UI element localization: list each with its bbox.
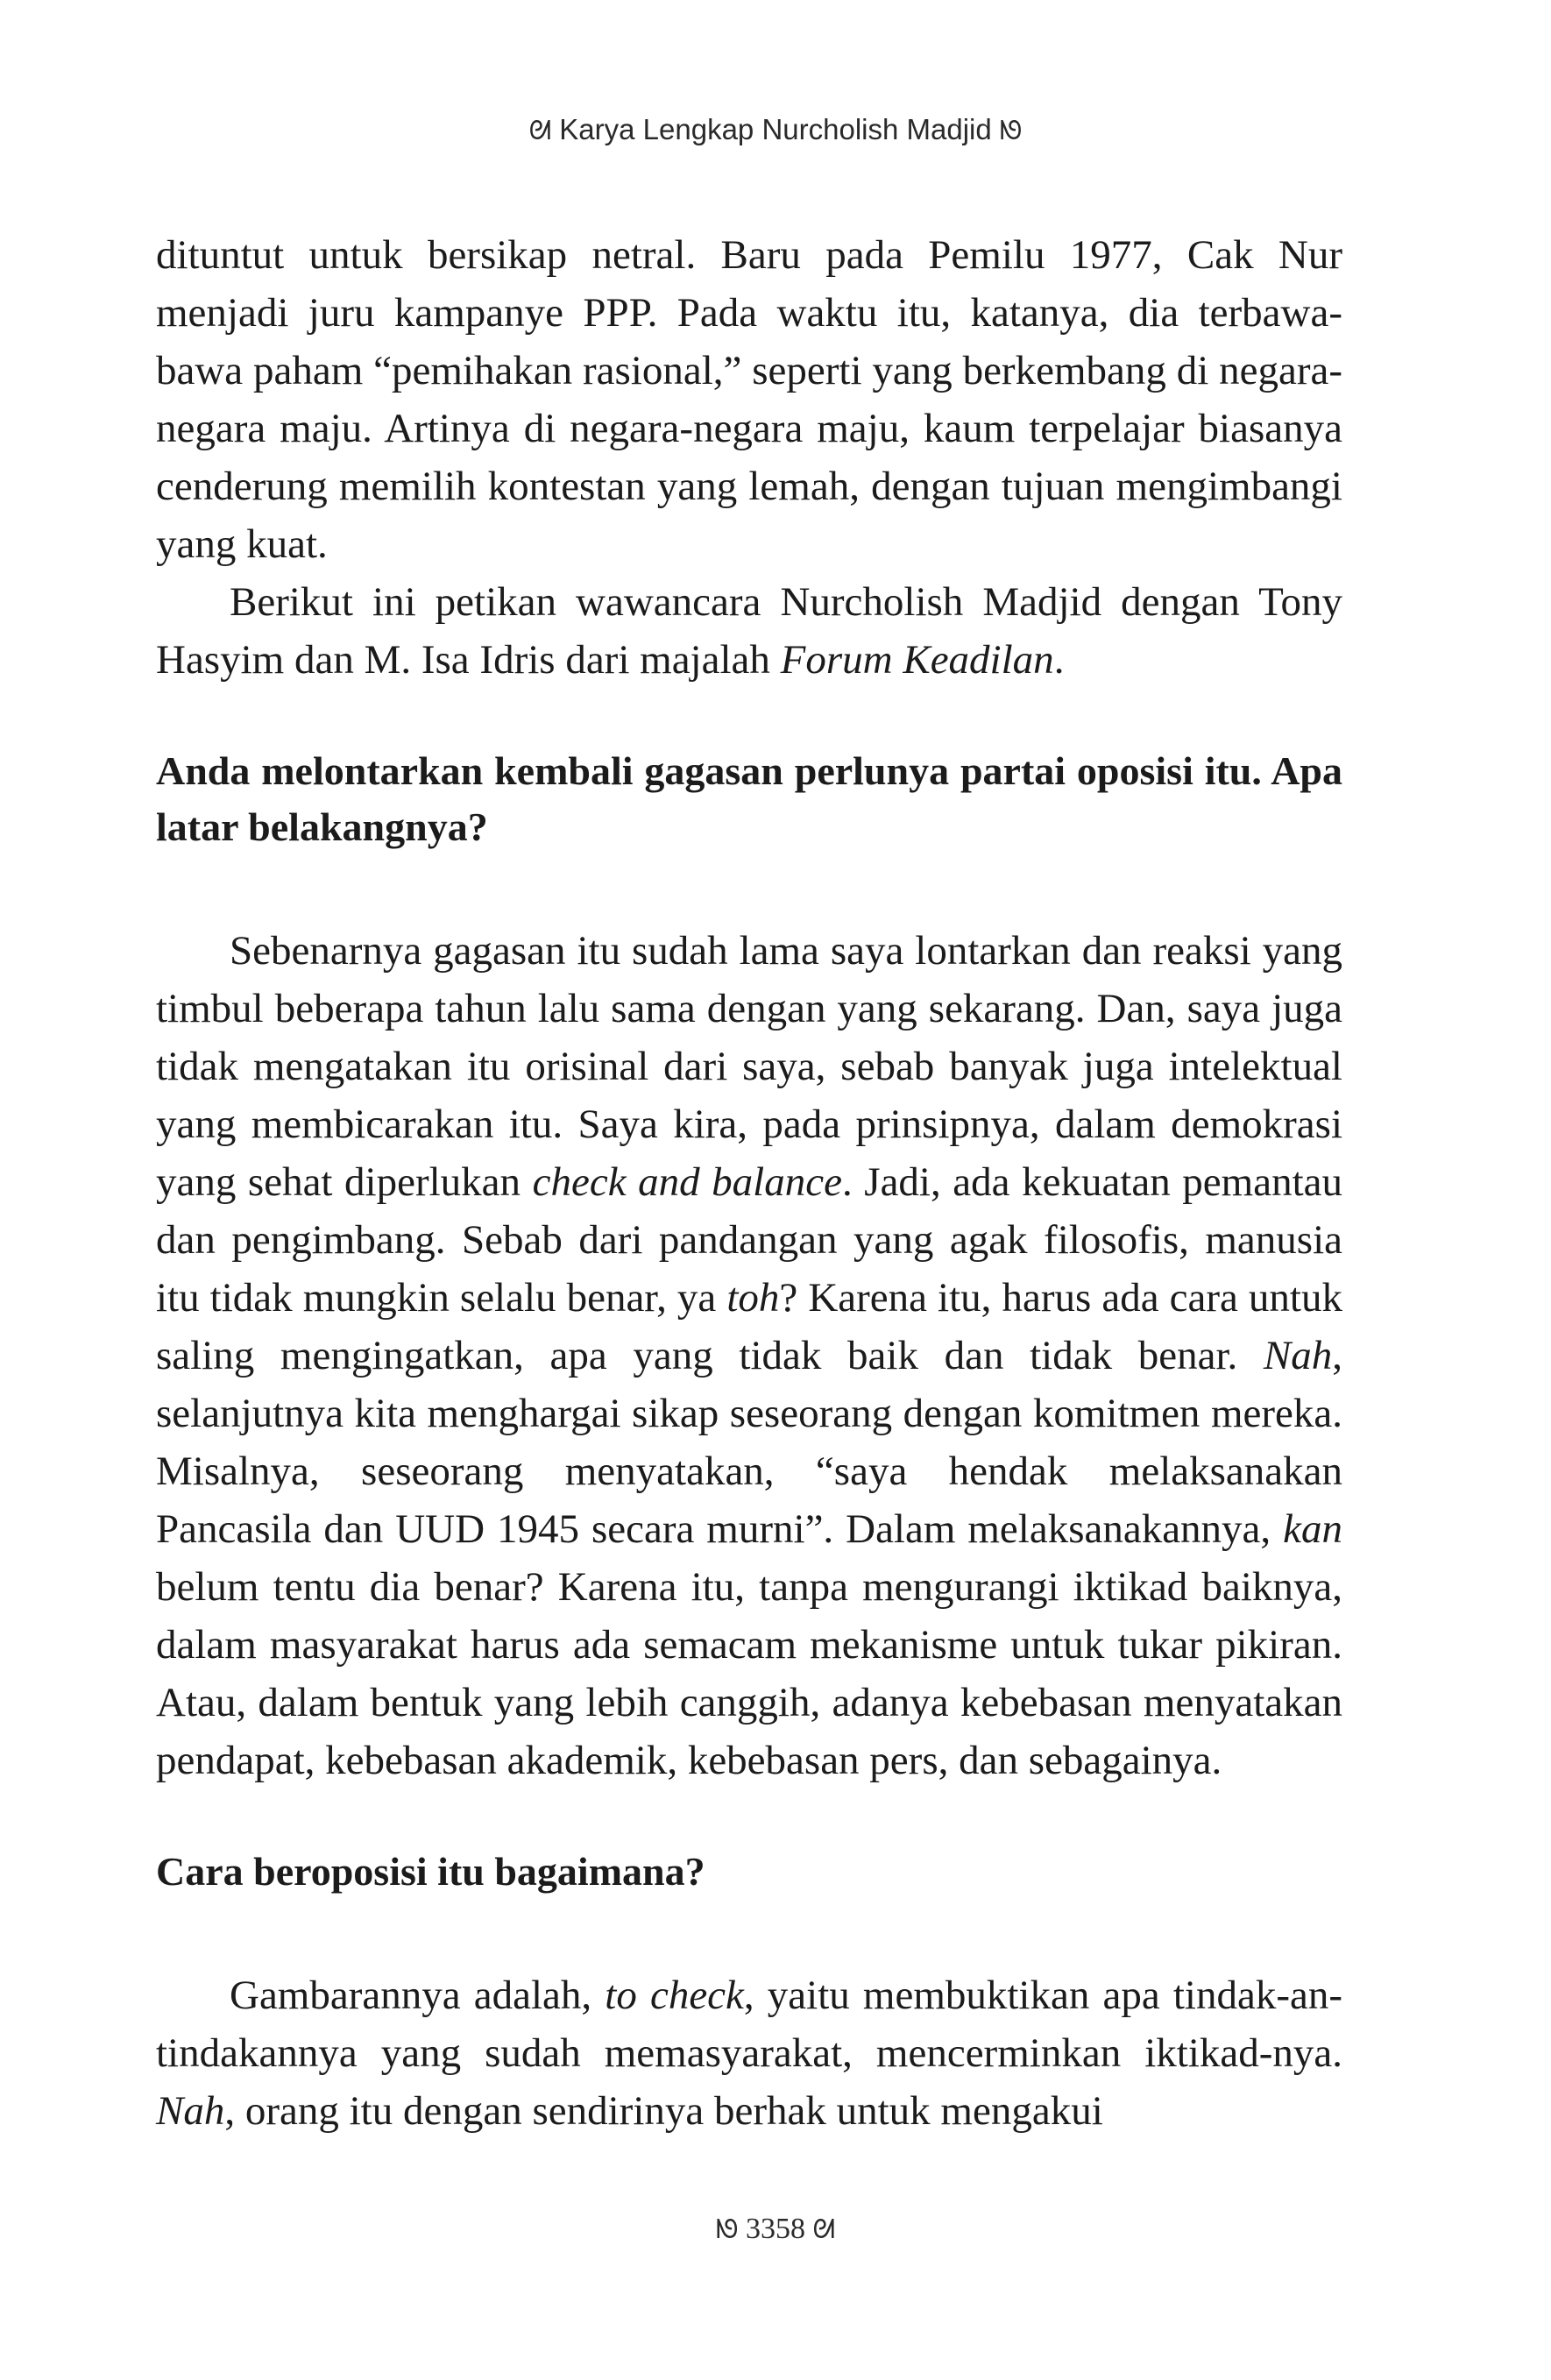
italic-term: check and balance bbox=[532, 1159, 842, 1205]
italic-term: Nah bbox=[156, 2088, 225, 2134]
question-heading-2: Cara beroposisi itu bagaimana? bbox=[156, 1849, 705, 1894]
question-heading-1: Anda melontarkan kembali gagasan perlunya partai oposisi itu. Apa latar belakangnya? bbox=[156, 748, 1342, 849]
text-run: ? Karena itu, harus ada cara untuk saling mengingatkan, apa yang tidak baik dan tidak benar. bbox=[156, 1275, 1342, 1378]
italic-term: kan bbox=[1283, 1506, 1342, 1552]
text-run: . bbox=[1053, 637, 1065, 683]
body-text bbox=[156, 226, 1342, 2140]
book-title: Karya Lengkap Nurcholish Madjid bbox=[559, 113, 992, 145]
text-run: , selanjutnya kita menghargai sikap seseorang dengan komitmen mereka. Misalnya, seseorang menyatakan, “saya hendak melaksanakan Pancasila dan UUD 1945 secara murni”. Dalam melaksanakannya, bbox=[156, 1333, 1342, 1552]
ornament-right-icon: ᘚ bbox=[999, 116, 1023, 146]
paragraph-interview-note bbox=[156, 573, 1342, 689]
ornament-right-icon: ᘛ bbox=[812, 2214, 836, 2245]
text-run: belum tentu dia benar? Karena itu, tanpa mengurangi iktikad baiknya, dalam masyarakat harus ada semacam mekanisme untuk tukar pikiran. Atau, dalam bentuk yang lebih canggih, adanya kebebasan menyatakan pendapat, kebebasan akademik, kebebasan pers, dan sebagainya. bbox=[156, 1564, 1342, 1783]
text-run: Sebenarnya gagasan itu sudah lama saya lontarkan dan reaksi yang timbul beberapa tahun lalu sama dengan yang sekarang. Dan, saya juga tidak mengatakan itu orisinal dari saya, sebab banyak juga intelektual yang membicarakan itu. Saya kira, pada prinsipnya, dalam demokrasi yang sehat diperlukan bbox=[156, 928, 1342, 1205]
italic-term: Nah bbox=[1263, 1333, 1333, 1378]
italic-term: toh bbox=[726, 1275, 780, 1321]
text-run: Gambarannya adalah, bbox=[230, 1973, 606, 2018]
answer-paragraph-1 bbox=[156, 922, 1342, 1789]
ornament-left-icon: ᘚ bbox=[715, 2214, 739, 2245]
text-run: Berikut ini petikan wawancara Nurcholish Madjid dengan Tony Hasyim dan M. Isa Idris dari majalah bbox=[156, 579, 1342, 683]
text-run: , orang itu dengan sendirinya berhak untuk mengakui bbox=[224, 2088, 1103, 2134]
ornament-left-icon: ᘛ bbox=[528, 116, 552, 146]
answer-paragraph-2 bbox=[156, 1966, 1342, 2140]
running-header bbox=[0, 112, 1551, 149]
page-number: 3358 bbox=[746, 2213, 805, 2245]
text-run: , yaitu membuktikan apa tindak-an-tindakannya yang sudah memasyarakat, mencerminkan iktikad-nya. bbox=[156, 1973, 1342, 2076]
page-footer bbox=[0, 2212, 1551, 2248]
text-run: . Jadi, ada kekuatan pemantau dan pengimbang. Sebab dari pandangan yang agak filosofis, manusia itu tidak mungkin selalu benar, ya bbox=[156, 1159, 1342, 1321]
paragraph-intro: dituntut untuk bersikap netral. Baru pada Pemilu 1977, Cak Nur menjadi juru kampanye PPP. Pada waktu itu, katanya, dia terbawa-bawa paham “pemihakan rasional,” seperti yang berkembang di negara-negara maju. Artinya di negara-negara maju, kaum terpelajar biasanya cenderung memilih kontestan yang lemah, dengan tujuan mengimbangi yang kuat. bbox=[156, 232, 1342, 567]
italic-term: to check bbox=[605, 1973, 744, 2018]
magazine-title: Forum Keadilan bbox=[780, 637, 1054, 683]
